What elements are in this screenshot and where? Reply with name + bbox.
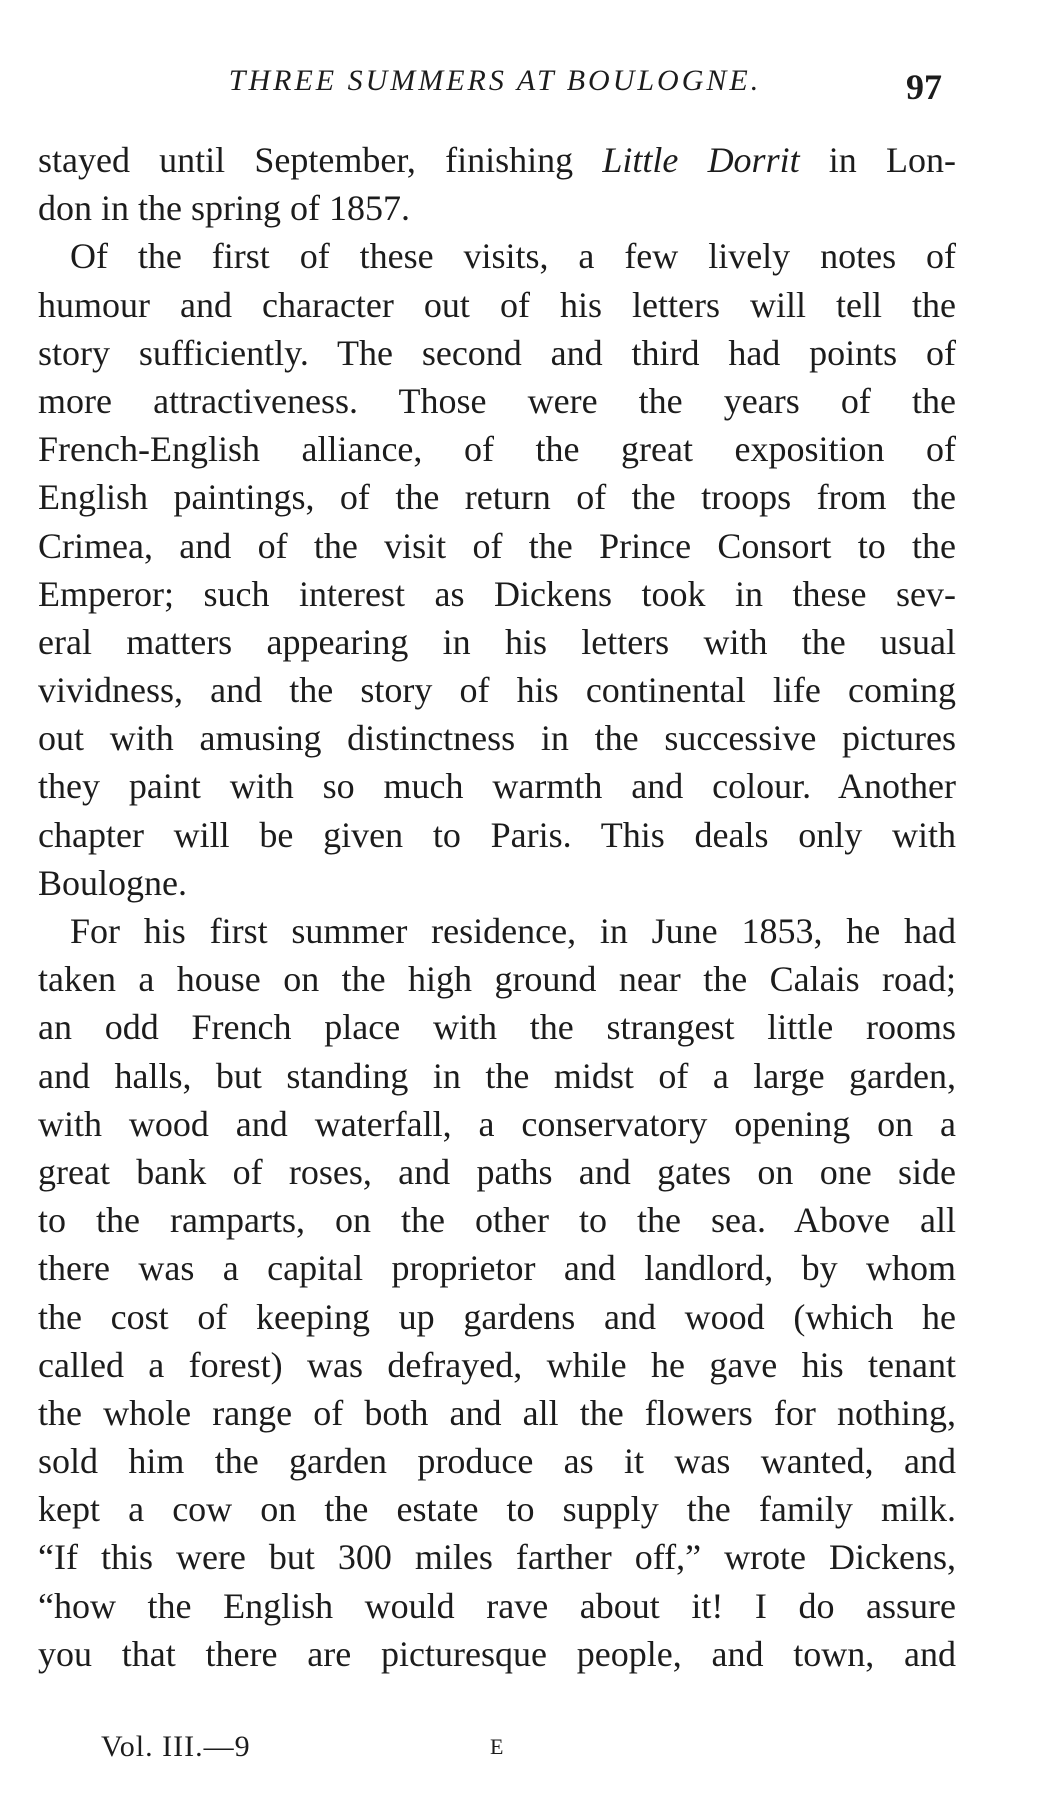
text-line: chapter will be given to Paris. This deals only with [38, 814, 956, 855]
text-line: Boulogne. [38, 862, 187, 903]
text-line: the whole range of both and all the flowers for nothing, [38, 1392, 956, 1433]
text-line: “If this were but 300 miles farther off,” wrote Dickens, [38, 1537, 956, 1578]
text-line: the cost of keeping up gardens and wood (which he [38, 1296, 956, 1337]
paragraph-start-line: For his first summer residence, in June 1853, he had [70, 911, 956, 951]
text-line: there was a capital proprietor and landlord, by whom [38, 1248, 956, 1289]
paragraph-start-line: Of the first of these visits, a few lively notes of [70, 236, 956, 277]
text-line: eral matters appearing in his letters with the usual [38, 621, 956, 662]
text-line: with wood and waterfall, a conservatory opening on a [38, 1103, 956, 1144]
text-line: don in the spring of 1857. [38, 188, 410, 229]
text-line: to the ramparts, on the other to the sea. Above all [38, 1200, 956, 1241]
text-run: stayed until September, finishing [38, 140, 603, 180]
text-line: English paintings, of the return of the troops from the [38, 477, 956, 518]
text-line: Emperor; such interest as Dickens took in these sev- [38, 573, 956, 614]
text-line: “how the English would rave about it! I do assure [38, 1585, 956, 1626]
text-line: out with amusing distinctness in the successive pictures [38, 718, 956, 759]
text-line: an odd French place with the strangest little rooms [38, 1007, 956, 1048]
text-run: in Lon- [799, 140, 956, 180]
book-title-italic: Little Dorrit [602, 140, 800, 180]
gathering-mark: E [490, 1734, 504, 1759]
body-text [38, 136, 956, 1678]
text-line: taken a house on the high ground near the Calais road; [38, 959, 956, 1000]
text-line: story sufficiently. The second and third had points of [38, 332, 956, 373]
text-line: called a forest) was defrayed, while he gave his tenant [38, 1344, 956, 1385]
text-line: more attractiveness. Those were the years of the [38, 380, 956, 421]
signature-mark: Vol. III.—9 [101, 1730, 251, 1763]
running-head: THREE SUMMERS AT BOULOGNE. [228, 64, 762, 97]
text-line: you that there are picturesque people, and town, and [38, 1633, 956, 1674]
text-line: they paint with so much warmth and colour. Another [38, 766, 956, 807]
text-line: vividness, and the story of his continental life coming [38, 670, 956, 711]
text-line: sold him the garden produce as it was wanted, and [38, 1441, 956, 1482]
text-line: French-English alliance, of the great exposition of [38, 429, 956, 470]
text-line: Crimea, and of the visit of the Prince Consort to the [38, 525, 956, 566]
text-line: and halls, but standing in the midst of a large garden, [38, 1055, 956, 1096]
text-line: kept a cow on the estate to supply the family milk. [38, 1489, 956, 1530]
page-number: 97 [906, 67, 942, 107]
text-line: humour and character out of his letters will tell the [38, 284, 956, 325]
text-line: great bank of roses, and paths and gates on one side [38, 1151, 956, 1192]
text-line [38, 136, 956, 184]
